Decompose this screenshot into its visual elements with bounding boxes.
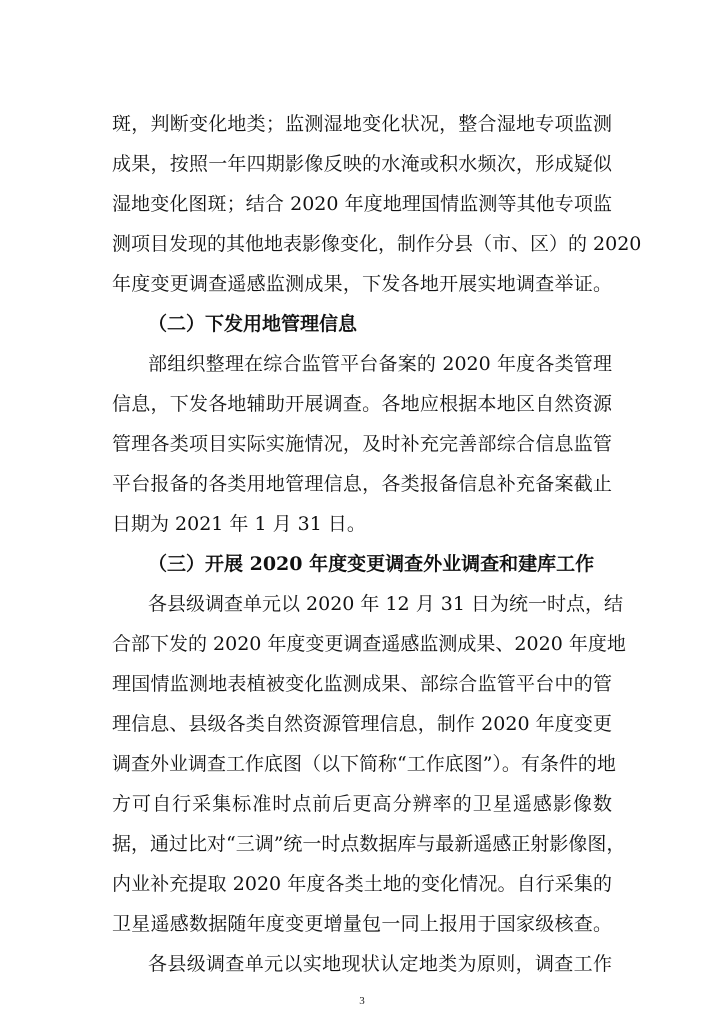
paragraph-4-line-1: 各县级调查单元以实地现状认定地类为原则，调查工作 — [148, 953, 612, 975]
paragraph-1-line-4: 测项目发现的其他地表影像变化，制作分县（市、区）的 2020 — [112, 233, 642, 255]
paragraph-1-line-5: 年度变更调查遥感监测成果，下发各地开展实地调查举证。 — [112, 273, 612, 295]
paragraph-3-line-3: 理国情监测地表植被变化监测成果、部综合监管平台中的管 — [112, 673, 612, 695]
paragraph-2-line-1: 部组织整理在综合监管平台备案的 2020 年度各类管理 — [148, 353, 612, 375]
paragraph-3-line-9: 卫星遥感数据随年度变更增量包一同上报用于国家级核查。 — [112, 913, 612, 935]
paragraph-2-line-2: 信息，下发各地辅助开展调查。各地应根据本地区自然资源 — [112, 393, 612, 415]
paragraph-1-line-3: 湿地变化图斑；结合 2020 年度地理国情监测等其他专项监 — [112, 193, 612, 215]
section-heading-3: （三）开展 2020 年度变更调查外业调查和建库工作 — [148, 553, 595, 575]
paragraph-3-line-1: 各县级调查单元以 2020 年 12 月 31 日为统一时点，结 — [148, 593, 623, 615]
paragraph-2-line-5: 日期为 2021 年 1 月 31 日。 — [112, 513, 366, 535]
paragraph-1-line-1: 斑，判断变化地类；监测湿地变化状况，整合湿地专项监测 — [112, 113, 612, 135]
paragraph-3-line-7: 据，通过比对“三调”统一时点数据库与最新遥感正射影像图， — [112, 833, 626, 855]
paragraph-3-line-5: 调查外业调查工作底图（以下简称“工作底图”）。有条件的地 — [112, 753, 616, 775]
page-number: 3 — [359, 995, 365, 1007]
section-heading-2: （二）下发用地管理信息 — [148, 313, 358, 335]
paragraph-3-line-6: 方可自行采集标准时点前后更高分辨率的卫星遥感影像数 — [112, 793, 612, 815]
paragraph-2-line-4: 平台报备的各类用地管理信息，各类报备信息补充备案截止 — [112, 473, 612, 495]
paragraph-3-line-2: 合部下发的 2020 年度变更调查遥感监测成果、2020 年度地 — [112, 633, 626, 655]
paragraph-2-line-3: 管理各类项目实际实施情况，及时补充完善部综合信息监管 — [112, 433, 612, 455]
paragraph-3-line-8: 内业补充提取 2020 年度各类土地的变化情况。自行采集的 — [112, 873, 612, 895]
paragraph-3-line-4: 理信息、县级各类自然资源管理信息，制作 2020 年度变更 — [112, 713, 612, 735]
paragraph-1-line-2: 成果，按照一年四期影像反映的水淹或积水频次，形成疑似 — [112, 153, 612, 175]
